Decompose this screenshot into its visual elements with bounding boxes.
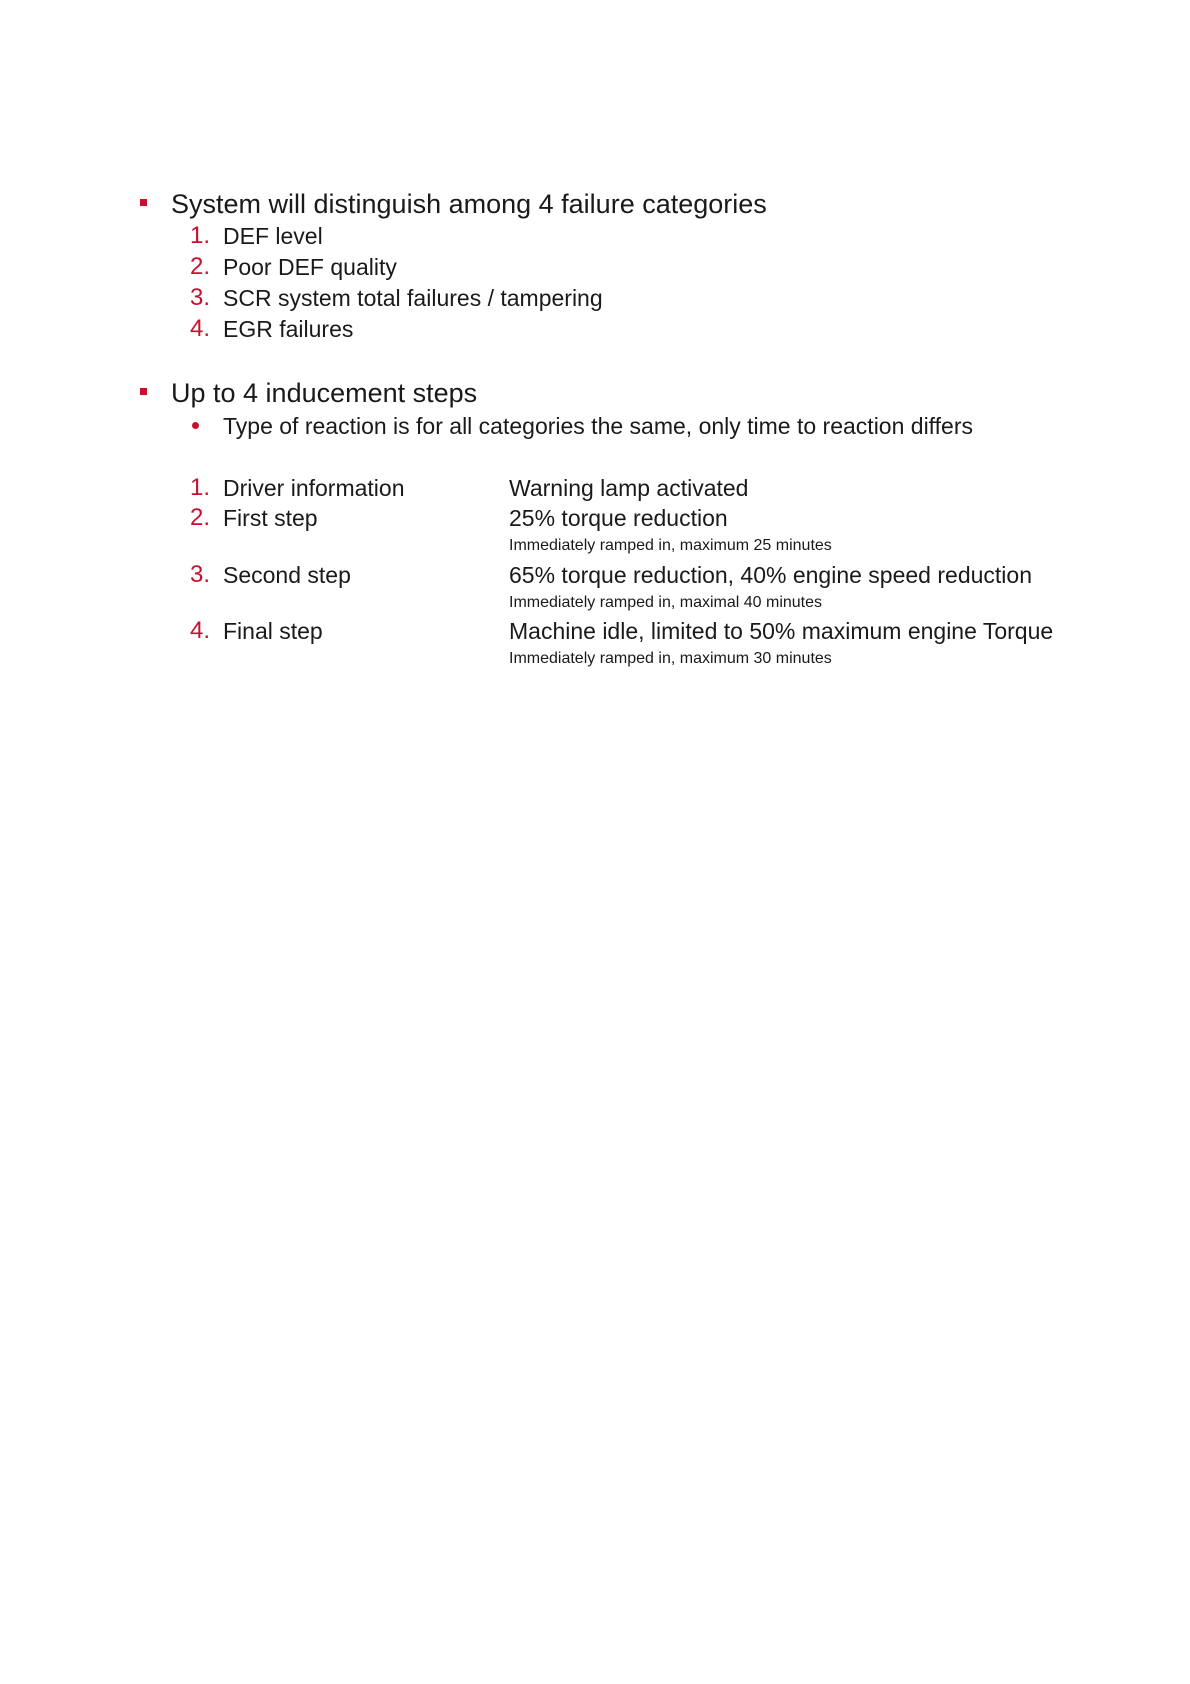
- step-reaction: Machine idle, limited to 50% maximum engine Torque: [509, 618, 1054, 644]
- step-label: Second step: [223, 562, 351, 588]
- round-bullet-icon: [192, 422, 199, 429]
- step-note: Immediately ramped in, maximal 40 minutes: [509, 594, 823, 611]
- section2-heading: Up to 4 inducement steps: [171, 378, 478, 408]
- section1-item-label: DEF level: [223, 223, 323, 249]
- step-label: First step: [223, 505, 318, 531]
- step-reaction: 25% torque reduction: [509, 505, 728, 531]
- step-reaction: Warning lamp activated: [509, 475, 749, 501]
- section1-item-number: 1.: [190, 222, 211, 249]
- section1-item-label: Poor DEF quality: [223, 254, 397, 280]
- step-label: Final step: [223, 618, 323, 644]
- step-note: Immediately ramped in, maximum 25 minutes: [509, 537, 832, 554]
- step-note: Immediately ramped in, maximum 30 minutes: [509, 650, 832, 667]
- section1-item-number: 2.: [190, 253, 211, 280]
- step-number: 3.: [190, 561, 211, 588]
- step-number: 4.: [190, 617, 211, 644]
- square-bullet-icon: [140, 199, 147, 206]
- step-number: 2.: [190, 504, 211, 531]
- section1-item-label: EGR failures: [223, 316, 354, 342]
- section2-subbullet: Type of reaction is for all categories the same, only time to reaction differs: [223, 413, 973, 439]
- section1-heading: System will distinguish among 4 failure categories: [171, 189, 767, 219]
- section1-item-number: 4.: [190, 315, 211, 342]
- step-label: Driver information: [223, 475, 405, 501]
- section1-item-number: 3.: [190, 284, 211, 311]
- step-reaction: 65% torque reduction, 40% engine speed reduction: [509, 562, 1032, 588]
- square-bullet-icon: [140, 388, 147, 395]
- section1-item-label: SCR system total failures / tampering: [223, 285, 603, 311]
- step-number: 1.: [190, 474, 211, 501]
